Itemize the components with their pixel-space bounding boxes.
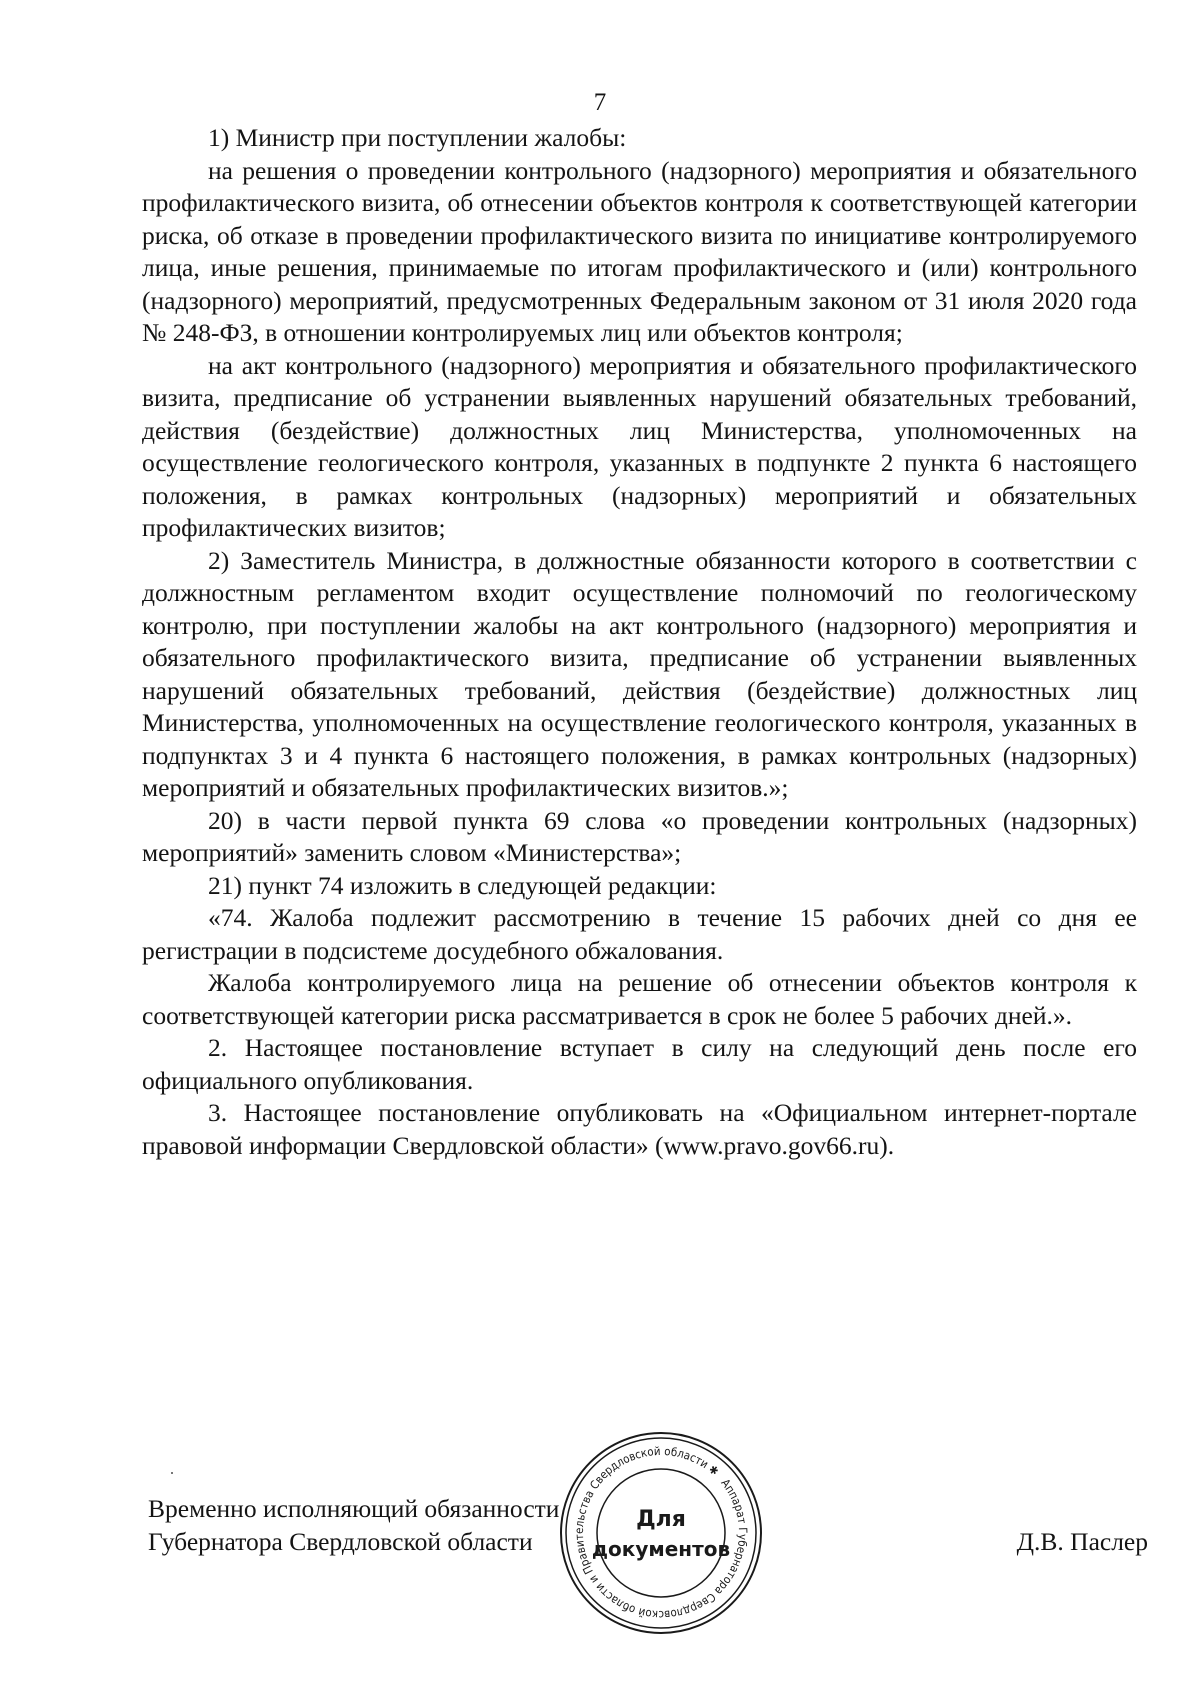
paragraph: Жалоба контролируемого лица на решение об отнесении объектов контроля к соответствующей категории риска рассматривается в срок не более 5 рабочих дней.». [142,968,1137,1030]
stamp-ring-text: Аппарат Губернатора Свердловской области и Правительства Свердловской области ✱ [571,1443,751,1623]
document-body [142,122,1137,1162]
paragraph: «74. Жалоба подлежит рассмотрению в течение 15 рабочих дней со дня ее регистрации в подсистеме досудебного обжалования. [142,903,1137,965]
paragraph: 1) Министр при поступлении жалобы: [208,123,627,152]
stamp-center-line2: документов [591,1537,731,1561]
paragraph: 2. Настоящее постановление вступает в силу на следующий день после его официального опубликования. [142,1033,1137,1095]
signature-block [148,1492,559,1558]
stamp-seal-icon [556,1428,766,1638]
paragraph: 3. Настоящее постановление опубликовать на «Официальном интернет-портале правовой информации Свердловской области» (www.pravo.gov66.ru). [142,1098,1137,1160]
paragraph: 20) в части первой пункта 69 слова «о проведении контрольных (надзорных) мероприятий» заменить словом «Министерства»; [142,805,1137,867]
paragraph: 2) Заместитель Министра, в должностные обязанности которого в соответствии с должностным регламентом входит осуществление полномочий по геологическому контролю, при поступлении жалобы на акт контрольного (надзорного) мероприятия и обязательного профилактического визита, предписание об устранении выявленных нарушений обязательных требований, действия (бездействие) должностных лиц Министерства, уполномоченных на осуществление геологического контроля, указанных в подпунктах 3 и 4 пункта 6 настоящего положения, в рамках контрольных (надзорных) мероприятий и обязательных профилактических визитов.»; [142,545,1137,802]
signature-title-line2: Губернатора Свердловской области [148,1527,533,1556]
paragraph: на акт контрольного (надзорного) мероприятия и обязательного профилактического визита, предписание об устранении выявленных нарушений обязательных требований, действия (бездействие) должностных лиц Министерства, уполномоченных на осуществление геологического контроля, указанных в подпункте 2 пункта 6 настоящего положения, в рамках контрольных (надзорных) мероприятий и обязательных профилактических визитов; [142,350,1137,542]
signer-name: Д.В. Паслер [1016,1527,1148,1556]
scan-mark [171,1472,173,1474]
paragraph: 21) пункт 74 изложить в следующей редакции: [208,870,717,900]
official-stamp [556,1428,766,1638]
stamp-center-line1: Для [636,1507,686,1532]
paragraph: на решения о проведении контрольного (надзорного) мероприятия и обязательного профилактического визита, об отнесении объектов контроля к соответствующей категории риска, об отказе в проведении профилактического визита по инициативе контролируемого лица, иные решения, принимаемые по итогам профилактического и (или) контрольного (надзорного) мероприятий, предусмотренных Федеральным законом от 31 июля 2020 года № 248-ФЗ, в отношении контролируемых лиц или объектов контроля; [142,155,1137,347]
signature-title-line1: Временно исполняющий обязанности [148,1494,560,1523]
page-number: 7 [593,89,607,116]
